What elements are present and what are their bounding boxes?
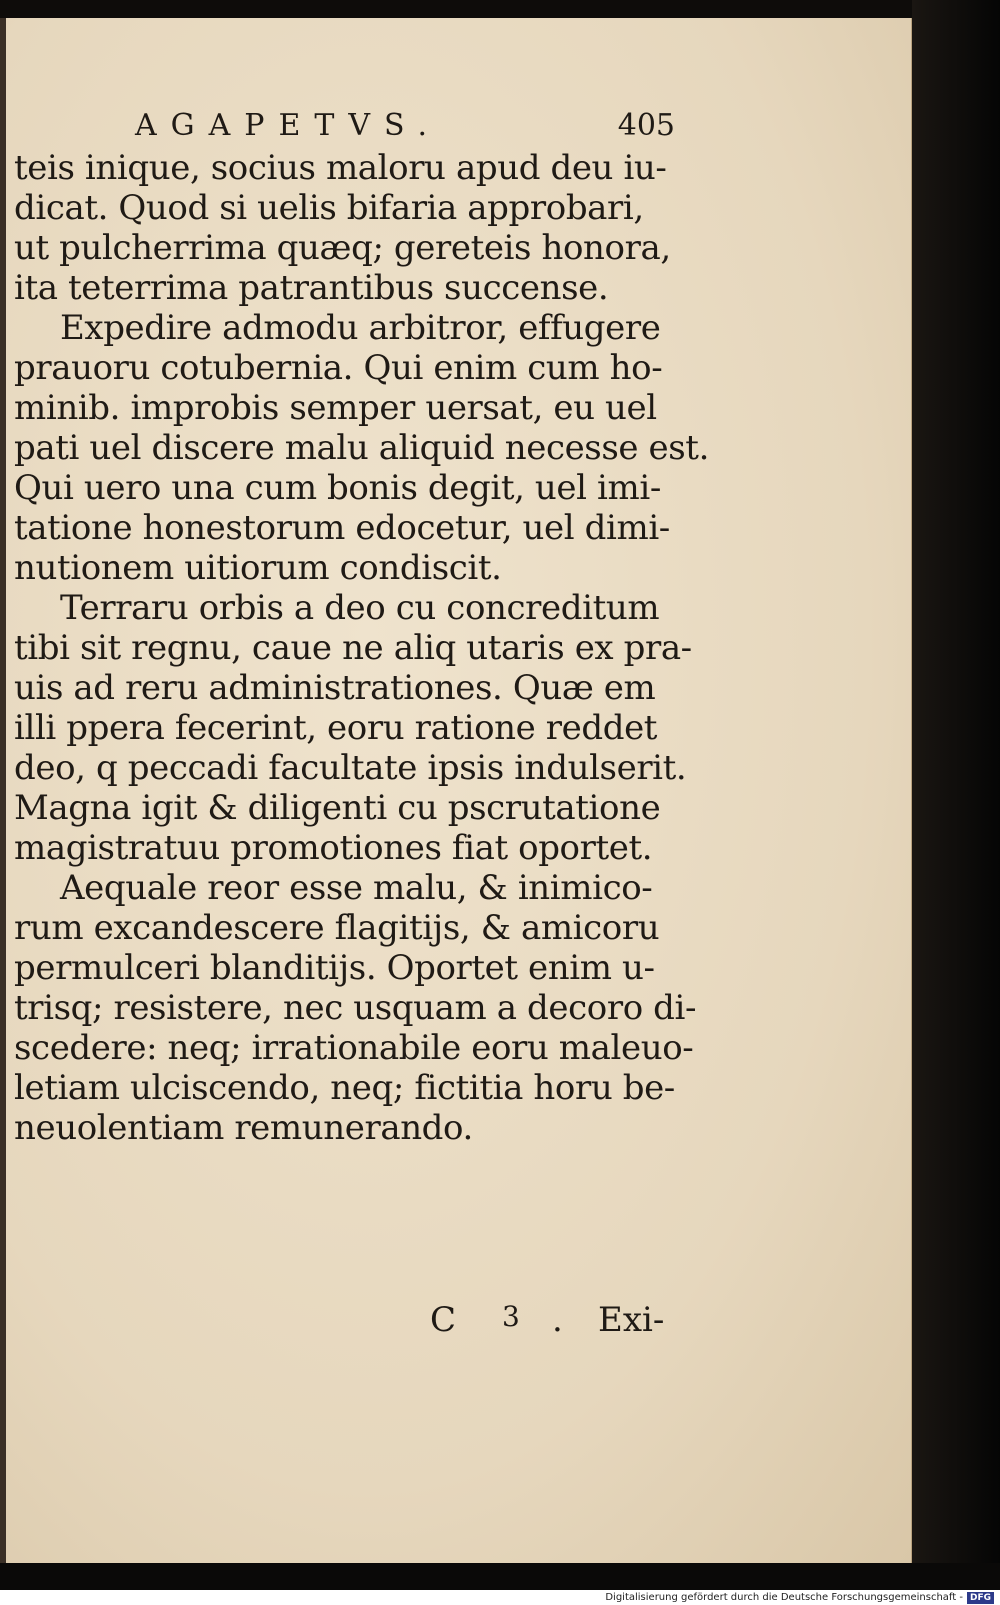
catchline [430, 1300, 700, 1340]
text-line: tibi sit regnu, caue ne aliq utaris ex pra- [14, 628, 692, 668]
text-line: permulceri blanditijs. Oportet enim u- [14, 948, 655, 988]
dfg-logo: DFG [967, 1592, 994, 1604]
signature-mark: C [430, 1300, 457, 1340]
catchword: Exi- [598, 1300, 665, 1340]
page-header [135, 108, 675, 148]
text-line: Qui uero una cum bonis degit, uel imi- [14, 468, 661, 508]
text-line: letiam ulciscendo, neq; fictitia horu be- [14, 1068, 675, 1108]
text-line: prauoru cotubernia. Qui enim cum ho- [14, 348, 663, 388]
text-line: Magna igit & diligenti cu pscrutatione [14, 788, 661, 828]
text-line: neuolentiam remunerando. [14, 1108, 473, 1148]
scan-background [912, 0, 1000, 1570]
text-line: tatione honestorum edocetur, uel dimi- [14, 508, 670, 548]
text-line: illi ppera fecerint, eoru ratione reddet [14, 708, 658, 748]
text-line: dicat. Quod si uelis bifaria approbari, [14, 188, 644, 228]
text-line: minib. improbis semper uersat, eu uel [14, 388, 657, 428]
digitization-footer [0, 1590, 1000, 1605]
text-line: nutionem uitiorum condiscit. [14, 548, 502, 588]
footer-credit: Digitalisierung gefördert durch die Deutsche Forschungsgemeinschaft - [605, 1592, 963, 1603]
signature-separator: . [552, 1300, 563, 1340]
folio-number: 405 [617, 108, 675, 143]
text-line: magistratuu promotiones fiat oportet. [14, 828, 653, 868]
text-line: deo, q peccadi facultate ipsis indulserit. [14, 748, 687, 788]
text-line: trisq; resistere, nec usquam a decoro di- [14, 988, 697, 1028]
text-line: ut pulcherrima quæq; gereteis honora, [14, 228, 671, 268]
text-line: uis ad reru administrationes. Quæ em [14, 668, 656, 708]
signature-number: 3 [502, 1300, 520, 1333]
running-title: AGAPETVS. [135, 108, 442, 143]
paragraph-start: Terraru orbis a deo cu concreditum [60, 588, 660, 628]
paragraph-start: Aequale reor esse malu, & inimico- [60, 868, 653, 908]
scan-bottom-edge [0, 1563, 1000, 1590]
text-line: ita teterrima patrantibus succense. [14, 268, 609, 308]
text-line: pati uel discere malu aliquid necesse est. [14, 428, 709, 468]
text-line: rum excandescere flagitijs, & amicoru [14, 908, 660, 948]
paragraph-start: Expedire admodu arbitror, effugere [60, 308, 661, 348]
body-text [14, 148, 709, 1148]
text-line: teis inique, socius maloru apud deu iu- [14, 148, 667, 188]
text-line: scedere: neq; irrationabile eoru maleuo- [14, 1028, 694, 1068]
